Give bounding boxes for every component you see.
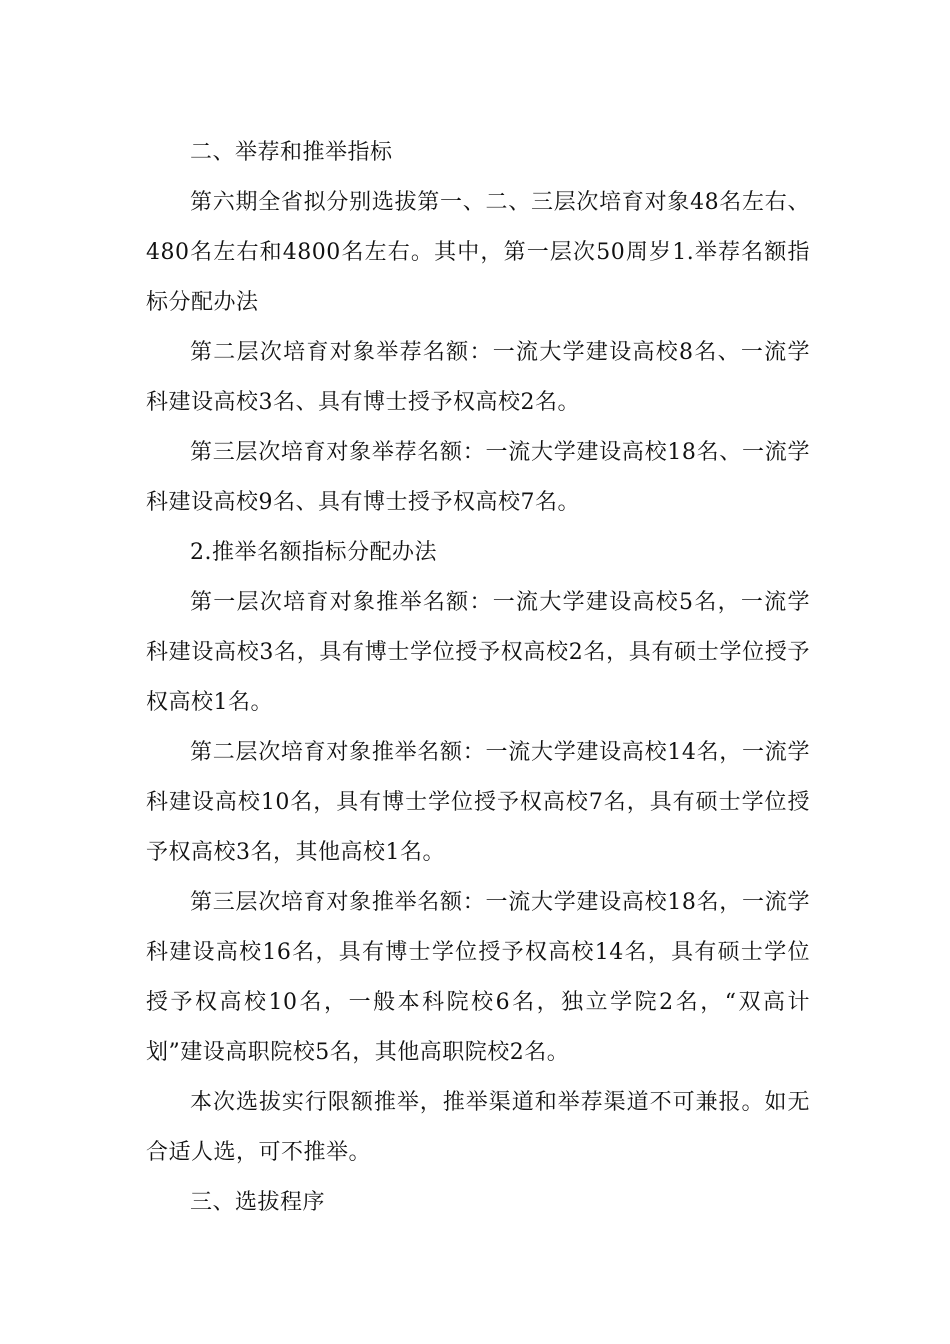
recommend-level2-paragraph: 第二层次培育对象举荐名额：一流大学建设高校8名、一流学科建设高校3名、具有博士授予权高校2名。 <box>146 340 810 415</box>
quota-note-paragraph: 本次选拔实行限额推举，推举渠道和举荐渠道不可兼报。如无合适人选，可不推举。 <box>146 1090 810 1165</box>
section-heading-quota: 二、举荐和推举指标 <box>190 140 393 165</box>
section-heading-procedure: 三、选拔程序 <box>190 1190 326 1215</box>
intro-paragraph: 第六期全省拟分别选拔第一、二、三层次培育对象48名左右、480名左右和4800名左右。其中，第一层次50周岁1.举荐名额指标分配办法 <box>146 190 810 315</box>
nomination-level3-paragraph: 第三层次培育对象推举名额：一流大学建设高校18名，一流学科建设高校16名，具有博士学位授予权高校14名，具有硕士学位授予权高校10名，一般本科院校6名，独立学院2名，“双高计划”建设高职院校5名，其他高职院校2名。 <box>146 890 810 1065</box>
document-page <box>146 128 810 1228</box>
nomination-level1-paragraph: 第一层次培育对象推举名额：一流大学建设高校5名，一流学科建设高校3名，具有博士学位授予权高校2名，具有硕士学位授予权高校1名。 <box>146 590 810 715</box>
nomination-subheading: 2.推举名额指标分配办法 <box>190 540 437 565</box>
nomination-level2-paragraph: 第二层次培育对象推举名额：一流大学建设高校14名，一流学科建设高校10名，具有博士学位授予权高校7名，具有硕士学位授予权高校3名，其他高校1名。 <box>146 740 810 865</box>
recommend-level3-paragraph: 第三层次培育对象举荐名额：一流大学建设高校18名、一流学科建设高校9名、具有博士授予权高校7名。 <box>146 440 810 515</box>
